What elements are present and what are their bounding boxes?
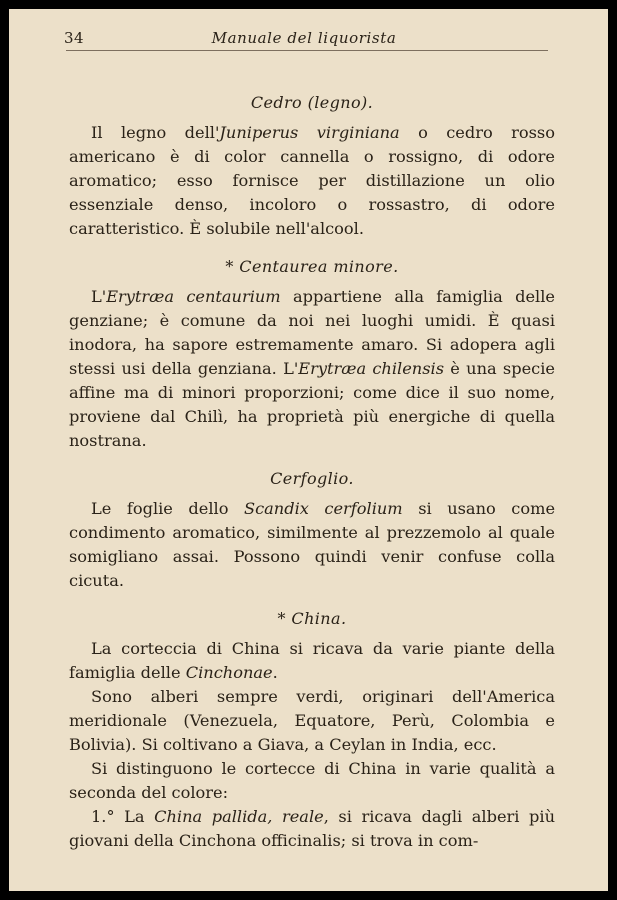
paragraph: Il legno dell'Juniperus virginiana o cedro rosso americano è di color cannella o rossigno, di odore aromatico; esso fornisce per distillazione un olio essenziale denso, incoloro o rossastro, di odore caratteristico. È solubile nell'alcool. [69,123,555,238]
paragraph: 1.° La China pallida, reale, si ricava dagli alberi più giovani della Cinchona officinalis; si trova in com- [69,807,555,850]
paragraph: Sono alberi sempre verdi, originari dell'America meridionale (Venezuela, Equatore, Perù, Colombia e Bolivia). Si coltivano a Giava, a Ceylan in India, ecc. [69,687,555,754]
paragraph: Si distinguono le cortecce di China in varie qualità a seconda del colore: [69,759,555,802]
paragraph: La corteccia di China si ricava da varie piante della famiglia delle Cinchonae. [69,639,555,682]
section-heading: * Centaurea minore. [225,257,399,276]
section-cedro [69,91,555,241]
running-title: Manuale del liquorista [211,29,397,47]
paragraph: Le foglie dello Scandix cerfolium si usano come condimento aromatico, similmente al prezzemolo al quale somigliano assai. Possono quindi venir confuse colla cicuta. [69,499,556,590]
section-centaurea-minore [69,255,555,453]
section-heading: Cedro (legno). [250,93,374,112]
section-heading: Cerfoglio. [270,469,354,488]
section-china [69,607,555,853]
paragraph: L'Erytræa centaurium appartiene alla famiglia delle genziane; è comune da noi nei luoghi umidi. È quasi inodora, ha sapore estremamente amaro. Si adopera agli stessi usi della genziana. L'Erytræa chilensis è una specie affine ma di minori proporzioni; come dice il suo nome, proviene dal Chilì, ha proprietà più energiche di quella nostrana. [69,287,555,450]
section-heading: * China. [277,609,347,628]
section-cerfoglio [69,467,555,593]
page-body [69,91,555,867]
book-page [9,9,608,891]
page-header [9,29,608,55]
header-rule [66,50,548,51]
page-number: 34 [64,29,85,47]
